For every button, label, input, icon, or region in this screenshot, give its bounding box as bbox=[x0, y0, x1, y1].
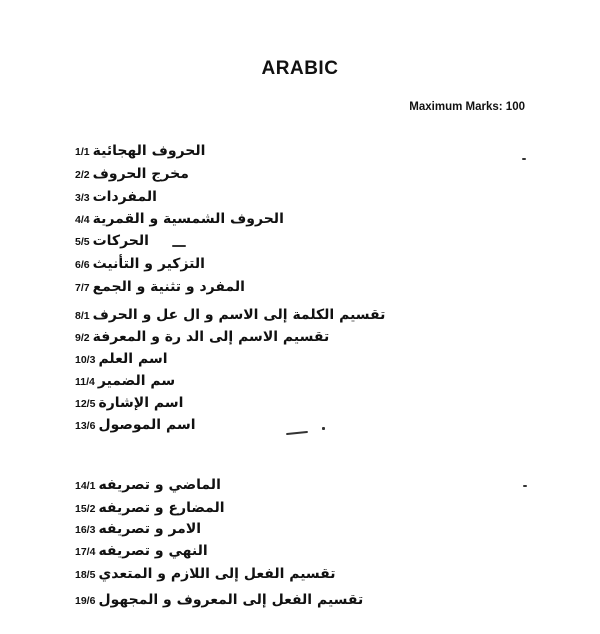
item-number: 4/4 bbox=[75, 214, 90, 226]
item-text: تقسيم الفعل إلى المعروف و المجهول bbox=[98, 592, 364, 608]
scan-speck bbox=[286, 431, 308, 435]
item-text: اسم العلم bbox=[98, 351, 168, 367]
syllabus-item bbox=[75, 351, 168, 373]
item-text: المفردات bbox=[92, 189, 157, 205]
item-text: تقسيم الاسم إلى الد رة و المعرفة bbox=[92, 329, 330, 345]
syllabus-item bbox=[75, 256, 205, 278]
scan-speck bbox=[522, 158, 526, 160]
syllabus-item bbox=[75, 566, 336, 588]
syllabus-item bbox=[75, 189, 157, 211]
syllabus-item bbox=[75, 395, 183, 417]
item-text: الماضي و تصريفه bbox=[98, 477, 221, 493]
item-number: 15/2 bbox=[75, 503, 96, 515]
syllabus-item bbox=[75, 543, 208, 565]
item-text: الامر و تصريفه bbox=[98, 521, 202, 537]
syllabus-item bbox=[75, 166, 189, 188]
item-number: 17/4 bbox=[75, 546, 96, 558]
item-text: الحروف الشمسية و القمرية bbox=[92, 211, 284, 227]
item-number: 11/4 bbox=[75, 376, 95, 388]
syllabus-item bbox=[75, 329, 329, 351]
item-number: 8/1 bbox=[75, 310, 90, 322]
syllabus-item bbox=[75, 373, 175, 395]
item-number: 5/5 bbox=[75, 236, 90, 248]
item-number: 10/3 bbox=[75, 354, 96, 366]
syllabus-item bbox=[75, 521, 201, 543]
item-text: تقسيم الكلمة إلى الاسم و ال عل و الحرف bbox=[92, 307, 386, 323]
item-text: تقسيم الفعل إلى اللازم و المتعدي bbox=[98, 566, 336, 582]
syllabus-item bbox=[75, 417, 196, 439]
item-text: اسم الموصول bbox=[98, 417, 196, 433]
item-number: 9/2 bbox=[75, 332, 90, 344]
item-number: 3/3 bbox=[75, 192, 90, 204]
item-number: 19/6 bbox=[75, 595, 96, 607]
syllabus-item bbox=[75, 592, 363, 614]
item-text: النهي و تصريفه bbox=[98, 543, 208, 559]
item-number: 13/6 bbox=[75, 420, 96, 432]
page-title: ARABIC bbox=[261, 58, 339, 79]
scan-speck bbox=[523, 485, 527, 487]
item-number: 1/1 bbox=[75, 146, 90, 158]
item-number: 14/1 bbox=[75, 480, 96, 492]
item-text: سم الضمير bbox=[97, 373, 176, 389]
syllabus-item bbox=[75, 279, 245, 301]
scan-speck bbox=[322, 427, 325, 430]
item-number: 16/3 bbox=[75, 524, 96, 536]
maximum-marks: Maximum Marks: 100 bbox=[409, 101, 525, 113]
syllabus-item bbox=[75, 307, 385, 329]
item-text: مخرج الحروف bbox=[92, 166, 189, 182]
item-number: 7/7 bbox=[75, 282, 90, 294]
item-text: المفرد و تثنية و الجمع bbox=[92, 279, 245, 295]
item-text: اسم الإشارة bbox=[98, 395, 184, 411]
syllabus-item bbox=[75, 233, 149, 255]
syllabus-item bbox=[75, 143, 205, 165]
syllabus-item bbox=[75, 500, 225, 522]
item-text: الحروف الهجائية bbox=[92, 143, 206, 159]
item-text: الحركات bbox=[92, 233, 149, 249]
item-number: 18/5 bbox=[75, 569, 96, 581]
scan-speck bbox=[172, 245, 186, 247]
item-number: 6/6 bbox=[75, 259, 90, 271]
syllabus-item bbox=[75, 477, 221, 499]
item-text: التزكير و التأنيث bbox=[92, 256, 205, 272]
item-number: 12/5 bbox=[75, 398, 96, 410]
syllabus-item bbox=[75, 211, 284, 233]
item-number: 2/2 bbox=[75, 169, 90, 181]
item-text: المضارع و تصريفه bbox=[98, 500, 225, 516]
